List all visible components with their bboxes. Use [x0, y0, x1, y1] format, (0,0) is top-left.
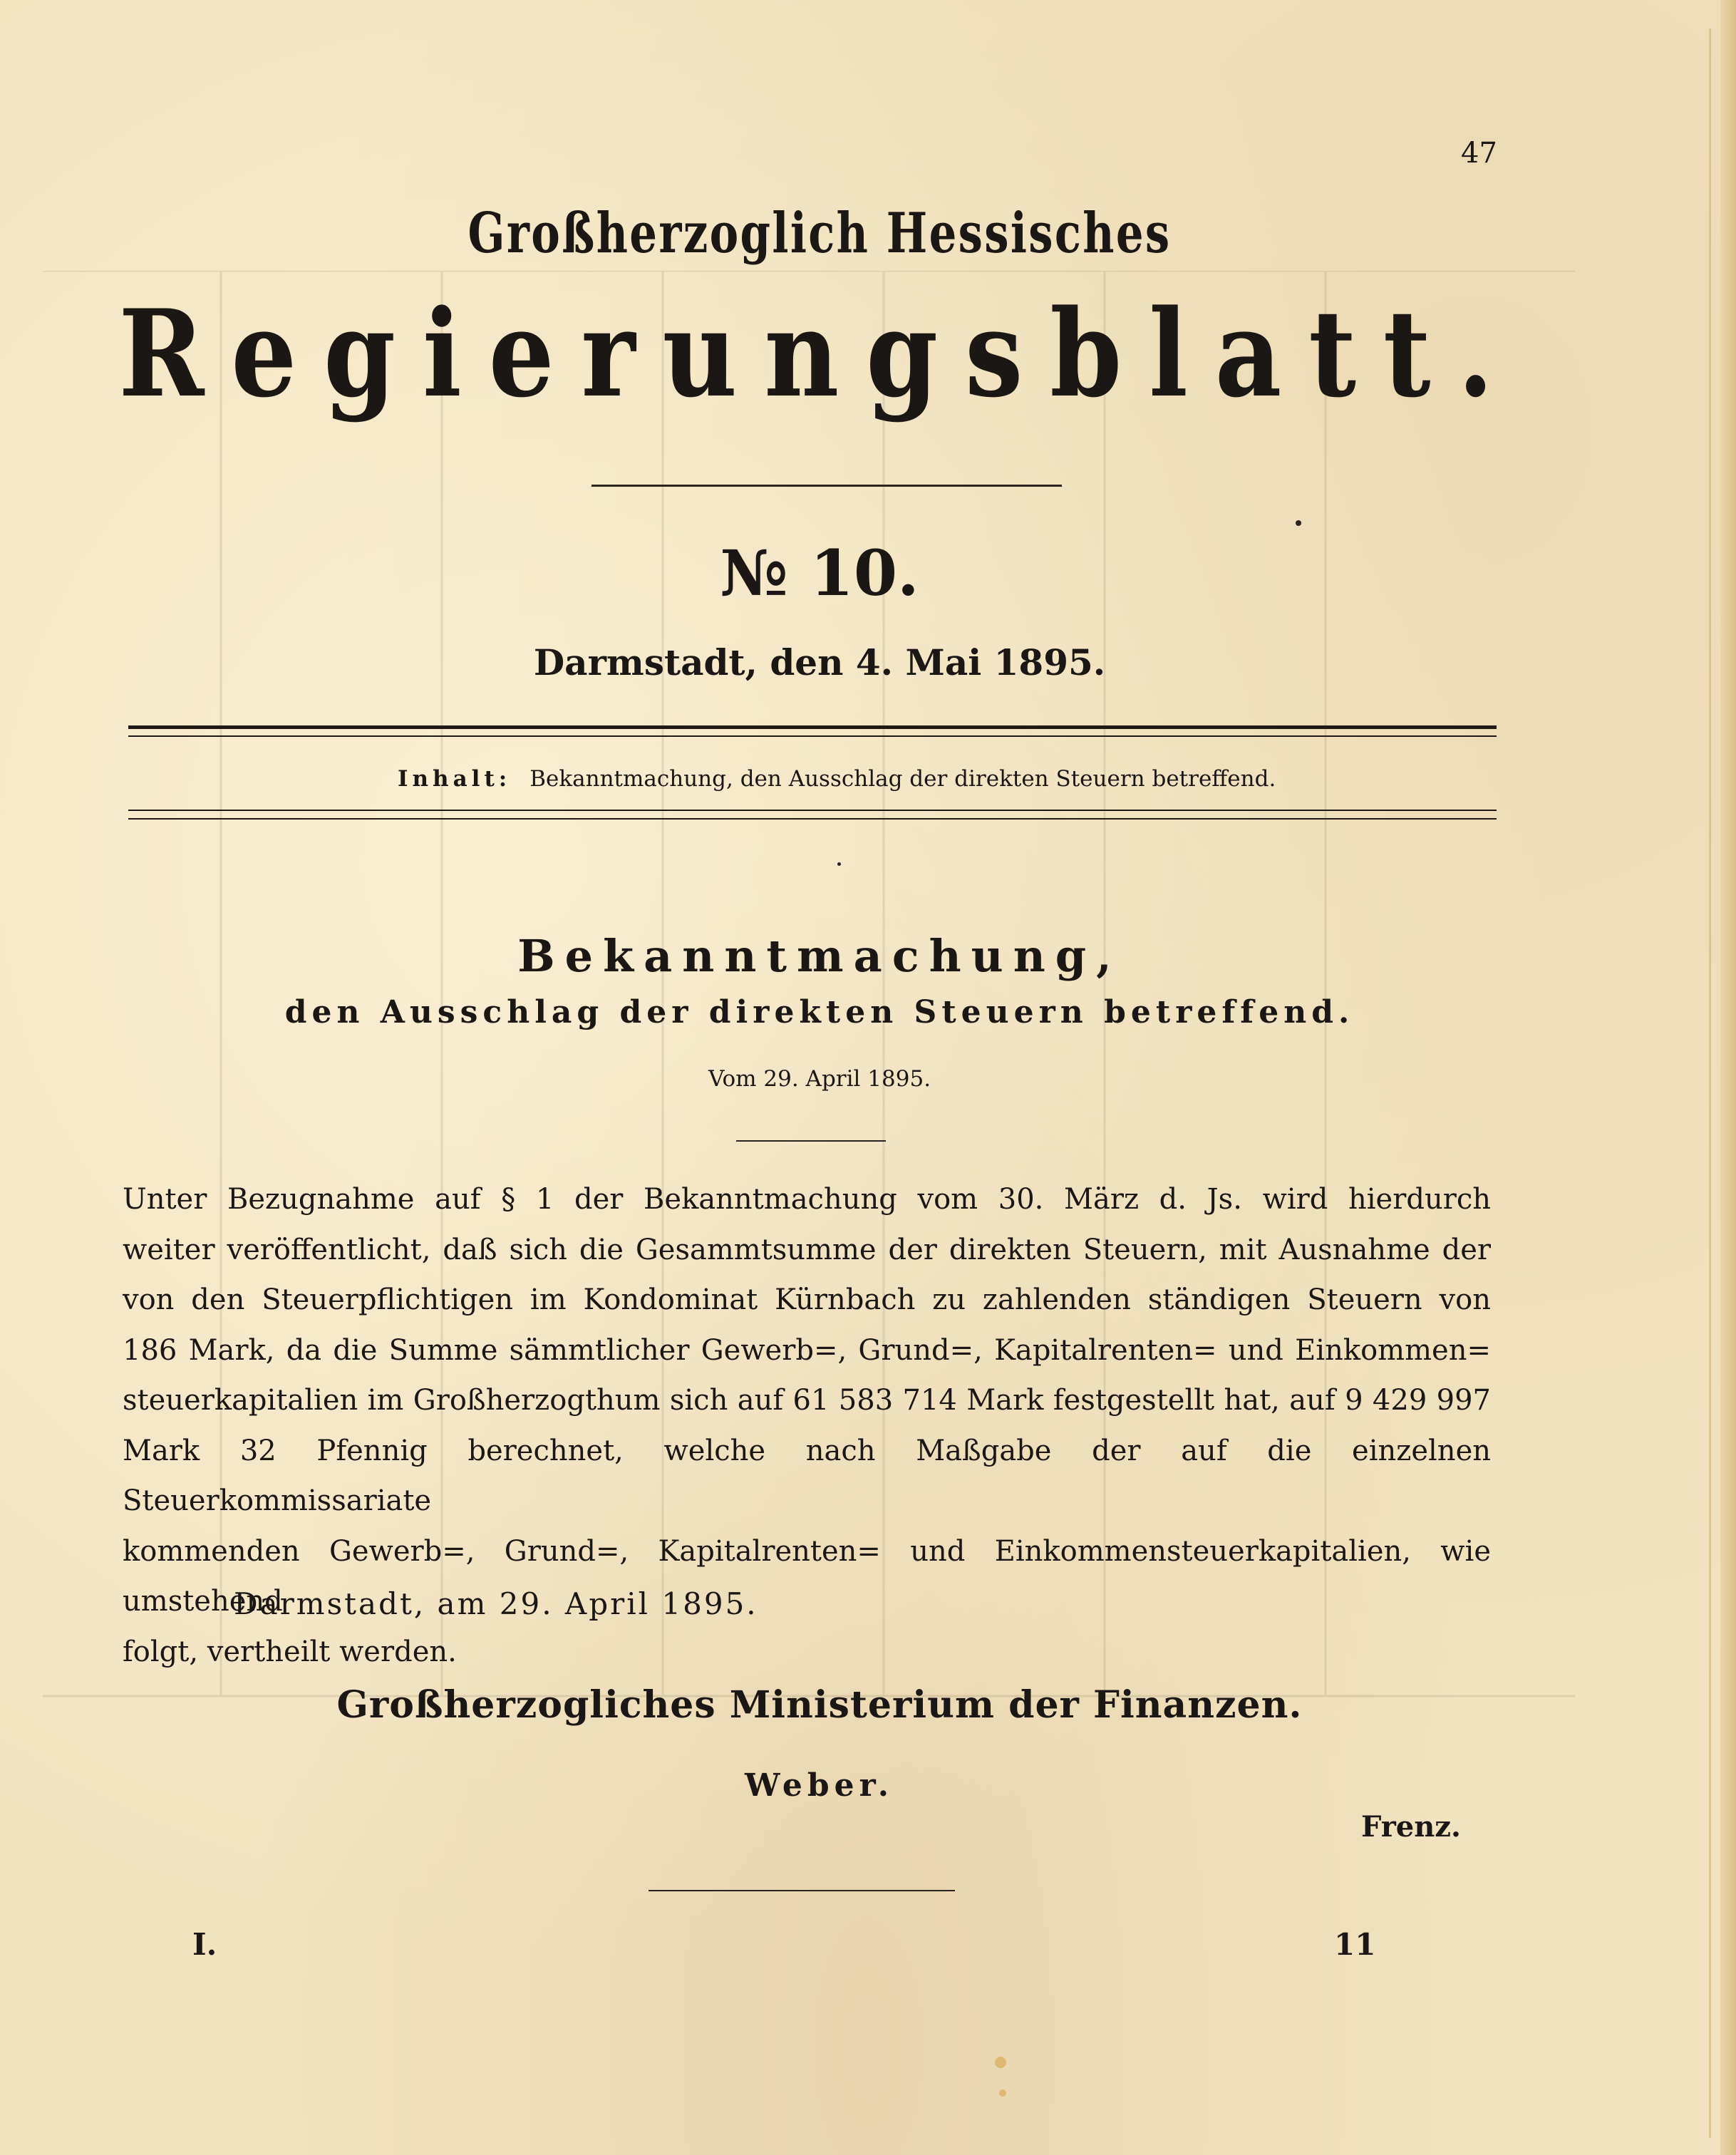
notice-subheading: den Ausschlag der direkten Steuern betreffend.	[284, 994, 1355, 1030]
body-line: steuerkapitalien im Großherzogthum sich auf 61 583 714 Mark festgestellt hat, auf 9 429 997	[123, 1384, 1491, 1417]
page-edge-line	[1709, 29, 1711, 2138]
signature-minister: Weber.	[745, 1767, 894, 1804]
sheet-number: 11	[1334, 1927, 1376, 1962]
notice-date: Vom 29. April 1895.	[708, 1066, 931, 1092]
contents-text: Bekanntmachung, den Ausschlag der direkten Steuern betreffend.	[529, 766, 1276, 792]
closing-rule	[649, 1890, 955, 1891]
print-dot	[1296, 520, 1301, 526]
place-date: Darmstadt, am 29. April 1895.	[234, 1586, 758, 1621]
notice-rule	[736, 1140, 886, 1142]
notice-heading: Bekanntmachung,	[517, 930, 1122, 982]
masthead-line-2: Regierungsblatt.	[118, 283, 1521, 424]
masthead-rule	[591, 485, 1062, 487]
body-line: von den Steuerpflichtigen im Kondominat Kürnbach zu zahlenden ständigen Steuern von	[123, 1283, 1491, 1316]
contents-rule-bottom	[128, 818, 1497, 820]
body-line: Unter Bezugnahme auf § 1 der Bekanntmachung vom 30. März d. Js. wird hierdurch	[123, 1183, 1491, 1216]
masthead-line-1: Großherzoglich Hessisches	[467, 201, 1172, 266]
contents-rule-top	[128, 810, 1497, 811]
paper-stain	[995, 2057, 1006, 2068]
header-rule-thick	[128, 725, 1497, 729]
issue-date: Darmstadt, den 4. Mai 1895.	[533, 641, 1106, 683]
print-dot-small	[837, 862, 841, 866]
issue-number: № 10.	[720, 536, 919, 610]
body-line: kommenden Gewerb=, Grund=, Kapitalrenten= und Einkommensteuerkapitalien, wie umstehend	[123, 1534, 1491, 1618]
body-line: 186 Mark, da die Summe sämmtlicher Gewerb=, Grund=, Kapitalrenten= und Einkommen=	[123, 1333, 1491, 1367]
signature-countersign: Frenz.	[1361, 1810, 1461, 1844]
contents-label: Inhalt:	[398, 766, 512, 792]
printer-signature-mark: I.	[192, 1927, 217, 1962]
body-line: Mark 32 Pfennig berechnet, welche nach Maßgabe der auf die einzelnen Steuerkommissariate	[123, 1434, 1491, 1517]
page-edge	[1720, 0, 1736, 2155]
header-rule-thin	[128, 735, 1497, 737]
paper-stain	[999, 2089, 1006, 2097]
ministry-name: Großherzogliches Ministerium der Finanzen.	[336, 1683, 1303, 1727]
body-line: folgt, vertheilt werden.	[123, 1635, 457, 1668]
body-line: weiter veröffentlicht, daß sich die Gesammtsumme der direkten Steuern, mit Ausnahme der	[123, 1233, 1491, 1266]
page-number: 47	[1461, 137, 1497, 170]
contents-line	[398, 766, 1276, 792]
